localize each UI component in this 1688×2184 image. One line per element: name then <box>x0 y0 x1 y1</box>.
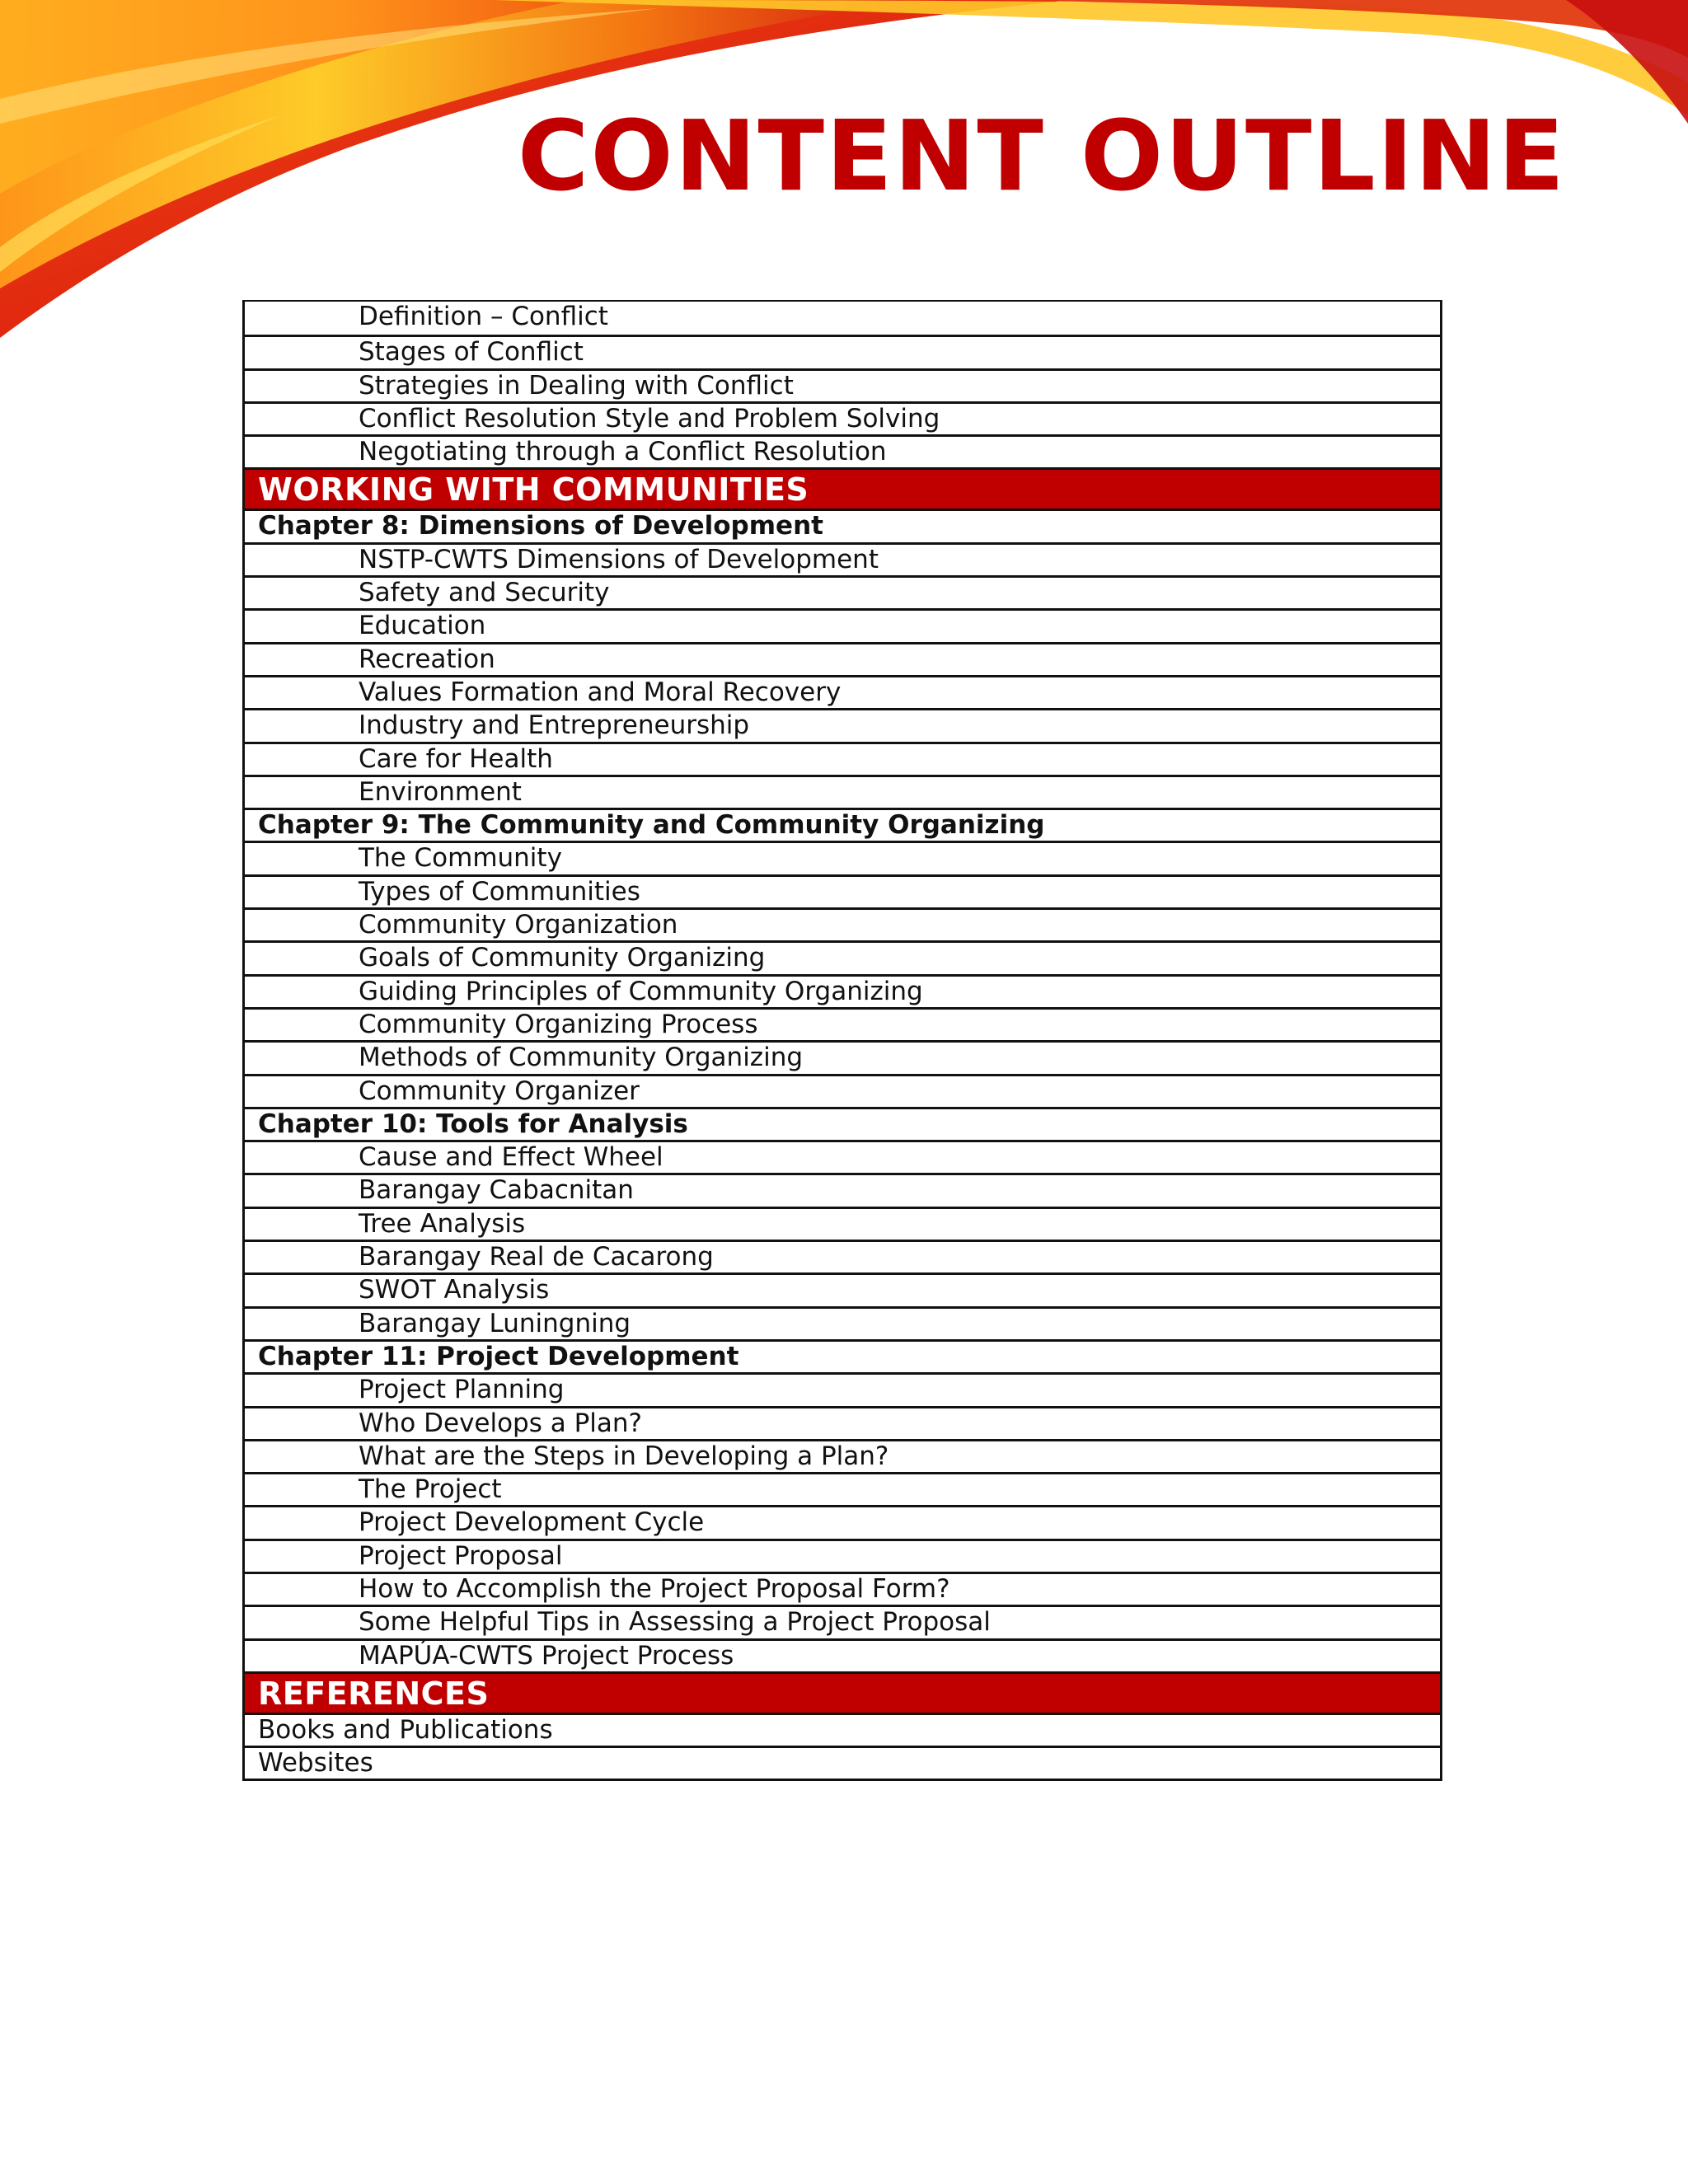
outline-item: Project Proposal <box>245 1539 1440 1572</box>
outline-item: Community Organizer <box>245 1074 1440 1107</box>
outline-item: Project Development Cycle <box>245 1505 1440 1538</box>
outline-item: Barangay Real de Cacarong <box>245 1240 1440 1272</box>
outline-item: Guiding Principles of Community Organizing <box>245 974 1440 1007</box>
section-header: WORKING WITH COMMUNITIES <box>245 467 1440 509</box>
outline-item: Industry and Entrepreneurship <box>245 708 1440 741</box>
outline-item: Negotiating through a Conflict Resolution <box>245 434 1440 467</box>
outline-item: Project Planning <box>245 1372 1440 1405</box>
outline-item: Care for Health <box>245 742 1440 775</box>
outline-item: Community Organizing Process <box>245 1007 1440 1040</box>
chapter-heading: Chapter 11: Project Development <box>245 1339 1440 1372</box>
chapter-heading: Chapter 9: The Community and Community Organizing <box>245 808 1440 841</box>
outline-item: Who Develops a Plan? <box>245 1406 1440 1439</box>
outline-item: Barangay Luningning <box>245 1306 1440 1339</box>
outline-item: Methods of Community Organizing <box>245 1040 1440 1073</box>
outline-item: Goals of Community Organizing <box>245 940 1440 973</box>
outline-item: Barangay Cabacnitan <box>245 1173 1440 1206</box>
outline-item: The Community <box>245 841 1440 874</box>
outline-item: Strategies in Dealing with Conflict <box>245 368 1440 401</box>
outline-item: Some Helpful Tips in Assessing a Project Proposal <box>245 1605 1440 1638</box>
outline-item: What are the Steps in Developing a Plan? <box>245 1439 1440 1472</box>
chapter-heading: Chapter 10: Tools for Analysis <box>245 1107 1440 1140</box>
outline-item: Stages of Conflict <box>245 335 1440 368</box>
outline-item: Safety and Security <box>245 575 1440 608</box>
outline-item: How to Accomplish the Project Proposal Form? <box>245 1572 1440 1605</box>
outline-item: SWOT Analysis <box>245 1272 1440 1305</box>
outline-item: The Project <box>245 1472 1440 1505</box>
reference-item: Websites <box>245 1746 1440 1779</box>
outline-item: Cause and Effect Wheel <box>245 1140 1440 1173</box>
outline-item: Recreation <box>245 642 1440 675</box>
outline-item: MAPÚA-CWTS Project Process <box>245 1638 1440 1671</box>
outline-item: Definition – Conflict <box>359 302 608 331</box>
outline-item: Community Organization <box>245 907 1440 940</box>
chapter-heading: Chapter 8: Dimensions of Development <box>245 509 1440 541</box>
content-outline-table <box>242 300 1442 1781</box>
outline-item: Values Formation and Moral Recovery <box>245 675 1440 708</box>
outline-item: Education <box>245 608 1440 641</box>
outline-item: Environment <box>245 775 1440 808</box>
outline-item: Tree Analysis <box>245 1207 1440 1240</box>
page-title: CONTENT OUTLINE <box>517 99 1566 213</box>
outline-item: Conflict Resolution Style and Problem Solving <box>245 401 1440 434</box>
outline-item: Types of Communities <box>245 874 1440 907</box>
section-header: REFERENCES <box>245 1671 1440 1713</box>
reference-item: Books and Publications <box>245 1713 1440 1746</box>
outline-item: NSTP-CWTS Dimensions of Development <box>245 542 1440 575</box>
